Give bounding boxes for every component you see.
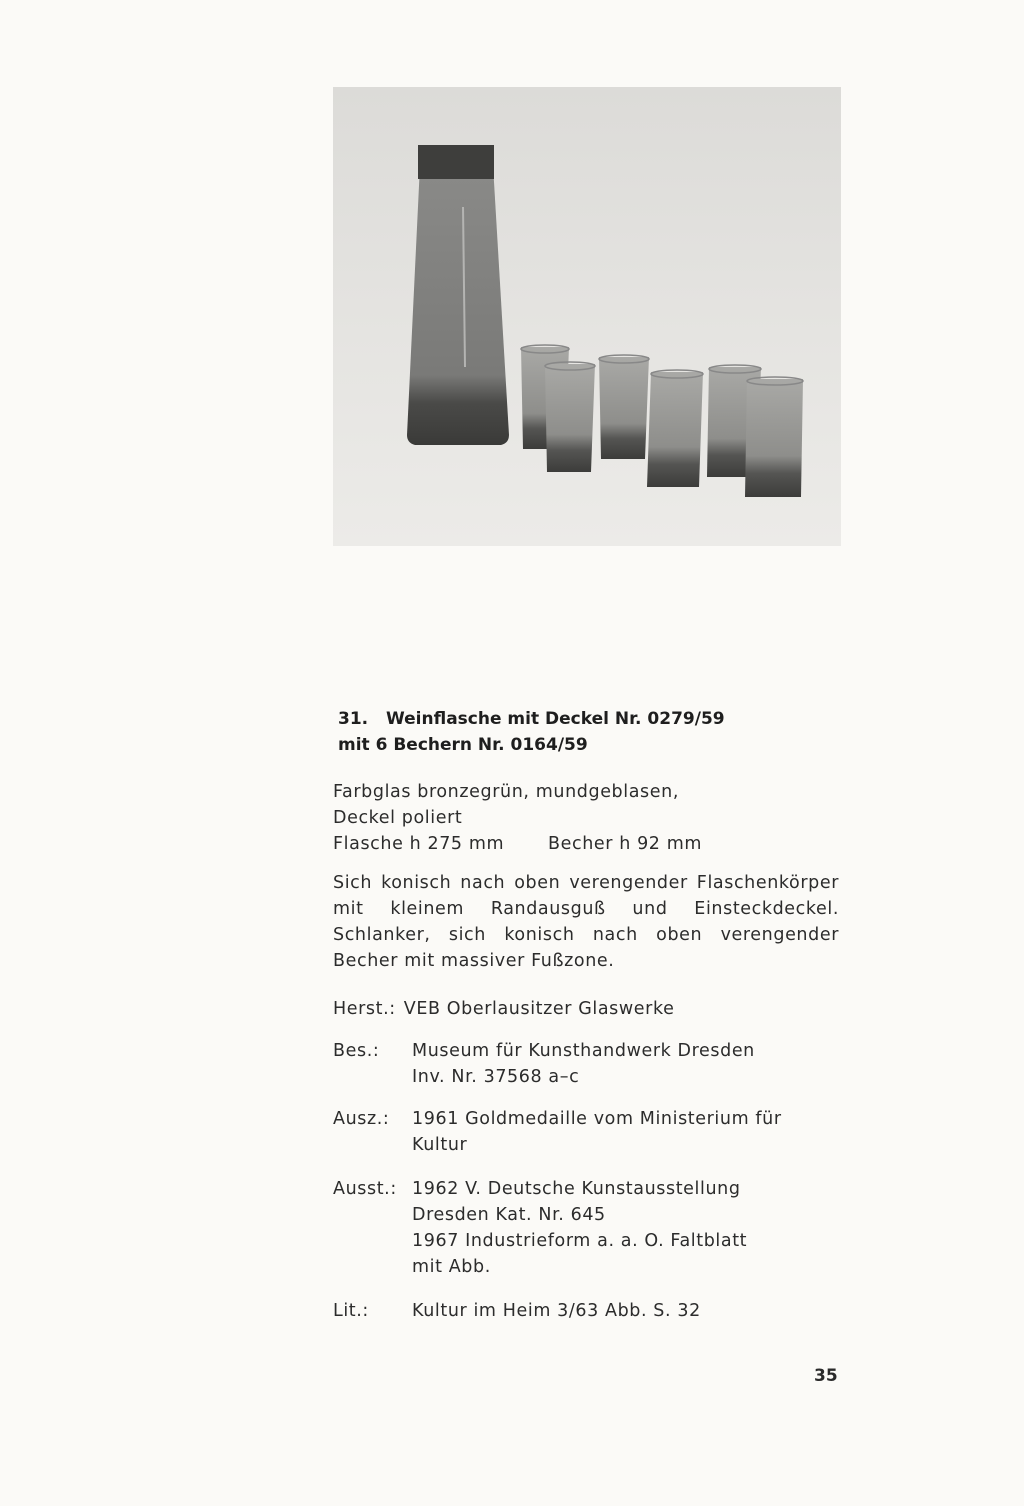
meta-label: Herst.: bbox=[333, 999, 396, 1019]
product-photo bbox=[333, 87, 841, 546]
meta-label: Bes.: bbox=[333, 1041, 380, 1061]
material-line2: Deckel poliert bbox=[333, 808, 463, 828]
meta-value: Inv. Nr. 37568 a–c bbox=[412, 1067, 580, 1087]
dimensions bbox=[333, 831, 839, 857]
meta-value: VEB Oberlausitzer Glaswerke bbox=[403, 999, 675, 1019]
cup bbox=[745, 377, 803, 497]
meta-value: mit Abb. bbox=[412, 1257, 491, 1277]
dimension-bottle: Flasche h 275 mm bbox=[333, 834, 505, 854]
meta-value: Kultur im Heim 3/63 Abb. S. 32 bbox=[412, 1301, 701, 1321]
cup bbox=[545, 362, 595, 472]
entry-title bbox=[338, 706, 725, 758]
meta-value: 1961 Goldmedaille vom Ministerium für bbox=[412, 1109, 782, 1129]
page-number: 35 bbox=[814, 1366, 838, 1386]
meta-label: Lit.: bbox=[333, 1301, 369, 1321]
meta-owner bbox=[333, 1038, 843, 1090]
meta-label: Ausz.: bbox=[333, 1109, 390, 1129]
glassware-illustration bbox=[333, 87, 841, 546]
wine-bottle bbox=[407, 145, 509, 445]
meta-label: Ausst.: bbox=[333, 1179, 397, 1199]
cup bbox=[647, 370, 703, 487]
cup bbox=[599, 355, 649, 459]
material-line1: Farbglas bronzegrün, mundgeblasen, bbox=[333, 782, 679, 802]
meta-value: Dresden Kat. Nr. 645 bbox=[412, 1205, 606, 1225]
meta-value: Kultur bbox=[412, 1135, 468, 1155]
meta-value: Museum für Kunsthandwerk Dresden bbox=[412, 1041, 755, 1061]
meta-value: 1967 Industrieform a. a. O. Faltblatt bbox=[412, 1231, 748, 1251]
description: Sich konisch nach oben verengender Flaschenkörper mit kleinem Randausguß und Einsteckdeckel. Schlanker, sich konisch nach oben verengender Becher mit massiver Fußzone. bbox=[333, 873, 839, 971]
meta-award bbox=[333, 1106, 843, 1158]
entry-number: 31. bbox=[338, 709, 369, 729]
materials-block bbox=[333, 779, 839, 857]
meta-literature bbox=[333, 1298, 843, 1324]
meta-value: 1962 V. Deutsche Kunstausstellung bbox=[412, 1179, 741, 1199]
bottle-lid bbox=[418, 145, 494, 179]
dimension-cup: Becher h 92 mm bbox=[548, 834, 702, 854]
meta-exhibition bbox=[333, 1176, 843, 1280]
entry-title-line1: Weinflasche mit Deckel Nr. 0279/59 bbox=[386, 709, 725, 729]
meta-manufacturer bbox=[333, 996, 843, 1022]
entry-title-line2: mit 6 Bechern Nr. 0164/59 bbox=[338, 735, 588, 755]
